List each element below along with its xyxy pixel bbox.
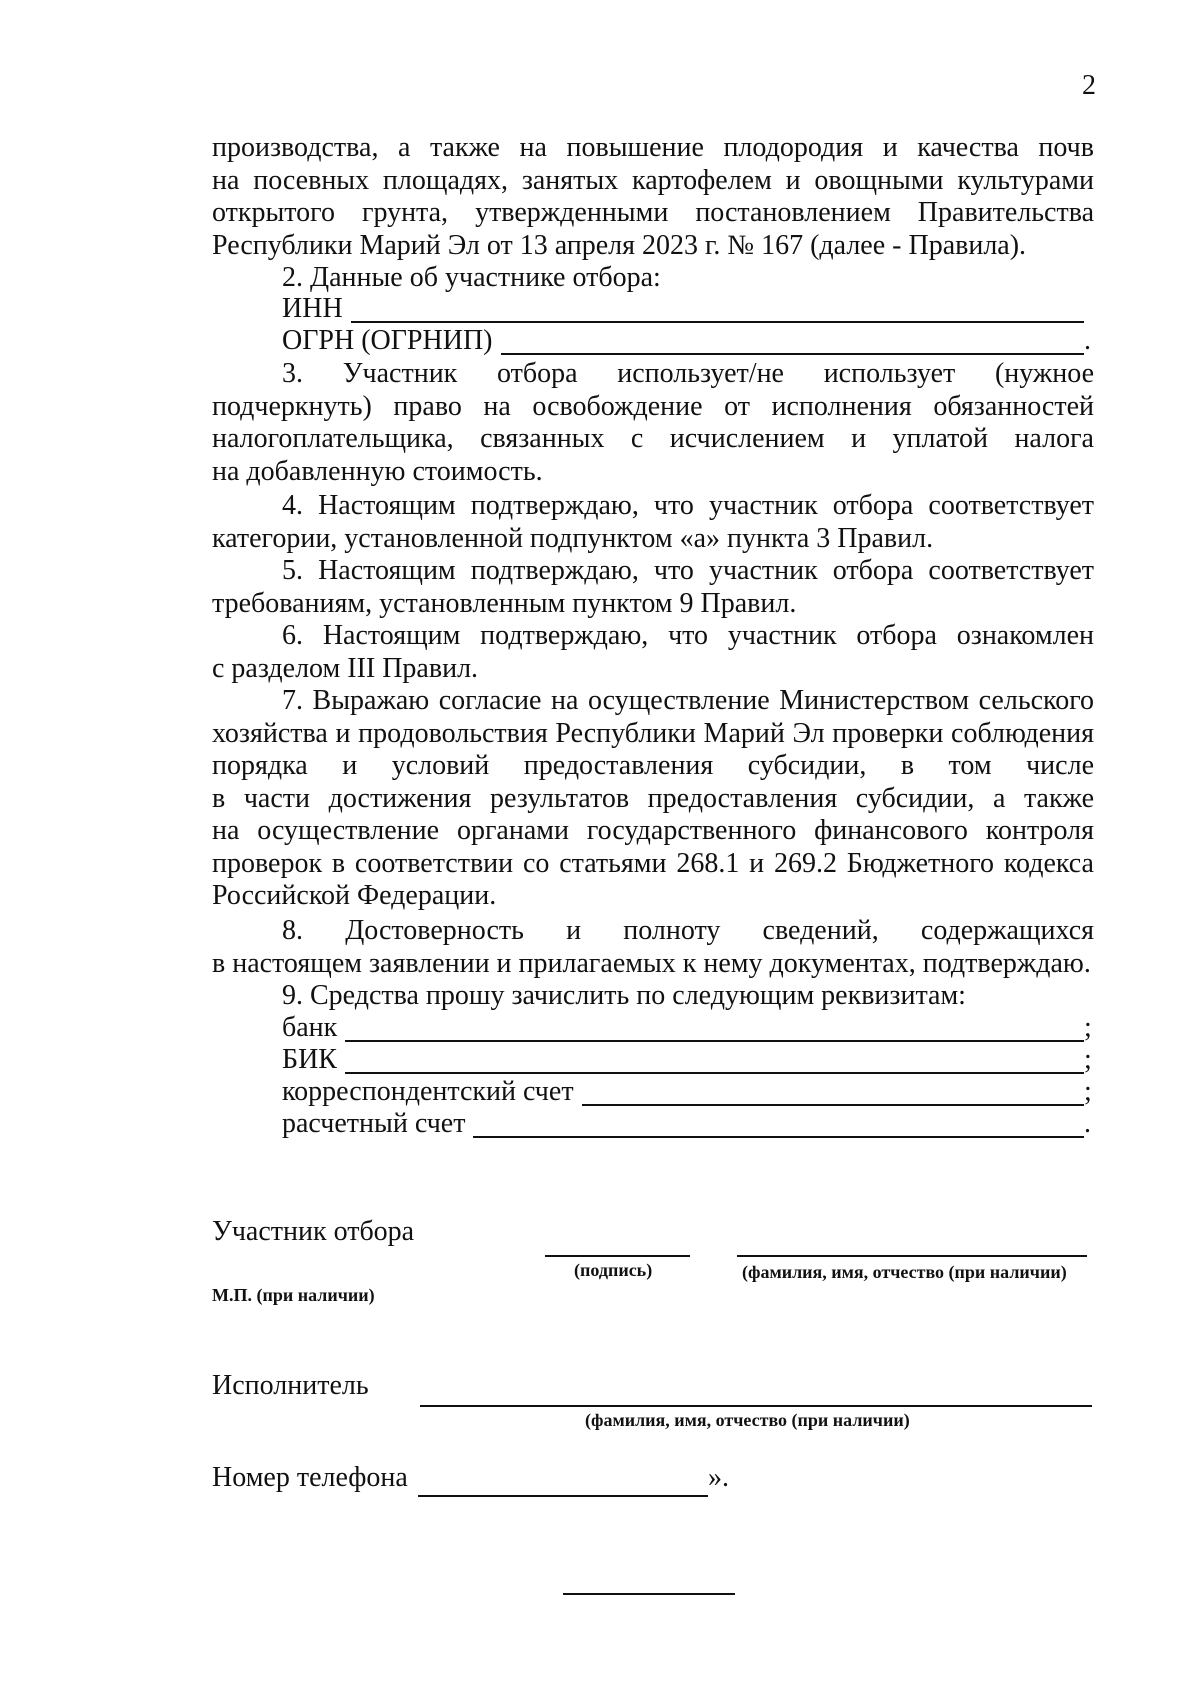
phone-line[interactable] [418, 1495, 708, 1497]
item-5-paragraph [212, 555, 1094, 620]
item-3-paragraph [212, 358, 1094, 488]
item-9-title-block [212, 980, 1094, 1013]
end-divider [563, 1593, 735, 1595]
settlement-account-underline[interactable] [473, 1112, 1084, 1138]
settlement-account-end: . [1084, 1108, 1091, 1139]
corr-account-end: ; [1084, 1076, 1092, 1107]
ogrn-label: ОГРН (ОГРНИП) [282, 325, 493, 356]
executor-label: Исполнитель [212, 1370, 369, 1401]
bik-field[interactable] [282, 1044, 1094, 1076]
text-line: хозяйства и продовольствия Республики Марий Эл проверки соблюдения [212, 717, 1094, 749]
corr-account-underline[interactable] [582, 1080, 1084, 1106]
text-line: на добавленную стоимость. [212, 455, 543, 487]
corr-account-label: корреспондентский счет [282, 1076, 574, 1107]
text-line: Республики Марий Эл от 13 апреля 2023 г. № 167 (далее - Правила). [212, 229, 1027, 261]
ogrn-underline[interactable] [501, 329, 1085, 355]
text-line: производства, а также на повышение плодородия и качества почв [212, 132, 1094, 163]
inn-underline[interactable] [351, 297, 1084, 323]
inn-field[interactable] [282, 293, 1094, 325]
text-line: 3. Участник отбора использует/не использует (нужное [282, 358, 1094, 389]
inn-label: ИНН [282, 293, 343, 324]
text-line: открытого грунта, утвержденными постановлением Правительства [212, 197, 1094, 228]
item-9-title: 9. Средства прошу зачислить по следующим реквизитам: [282, 980, 966, 1011]
text-line: категории, установленной подпунктом «а» пункта 3 Правил. [212, 522, 934, 554]
bank-underline[interactable] [345, 1016, 1084, 1042]
text-line: на осуществление органами государственного финансового контроля [212, 815, 1094, 846]
text-line: порядка и условий предоставления субсидии, в том числе [212, 750, 1094, 781]
text-line: 8. Достоверность и полноту сведений, содержащихся [282, 915, 1094, 946]
intro-paragraph [212, 132, 1094, 262]
bank-field[interactable] [282, 1012, 1094, 1044]
text-line: в настоящем заявлении и прилагаемых к нему документах, подтверждаю. [212, 947, 1091, 979]
text-line: проверок в соответствии со статьями 268.1 и 269.2 Бюджетного кодекса [212, 847, 1094, 879]
text-line: Российской Федерации. [212, 880, 497, 911]
phone-end: ». [708, 1462, 729, 1493]
page-number: 2 [1082, 70, 1096, 101]
stamp-caption: М.П. (при наличии) [212, 1285, 375, 1305]
signature-line[interactable] [545, 1255, 690, 1257]
item-7-paragraph [212, 685, 1094, 913]
participant-label: Участник отбора [212, 1216, 415, 1247]
settlement-account-field[interactable] [282, 1108, 1094, 1140]
participant-name-caption: (фамилия, имя, отчество (при наличии) [742, 1262, 1067, 1282]
text-line: 4. Настоящим подтверждаю, что участник отбора соответствует [282, 490, 1094, 521]
text-line: 7. Выражаю согласие на осуществление Министерством сельского [282, 685, 1094, 716]
item-2-title: 2. Данные об участнике отбора: [282, 262, 661, 293]
bank-end: ; [1084, 1012, 1092, 1043]
text-line: в части достижения результатов предоставления субсидии, а также [212, 782, 1094, 814]
ogrn-field[interactable]: ОГРН (ОГРНИП) . [282, 325, 1091, 356]
text-line: на посевных площадях, занятых картофелем и овощными культурами [212, 164, 1094, 196]
item-6-paragraph [212, 620, 1094, 685]
item-2-title-block [212, 262, 1094, 295]
bik-underline[interactable] [345, 1048, 1084, 1074]
bik-label: БИК [282, 1044, 337, 1075]
item-8-paragraph [212, 915, 1094, 980]
text-line: подчеркнуть) право на освобождение от исполнения обязанностей [212, 390, 1094, 422]
settlement-account-label: расчетный счет [282, 1108, 466, 1139]
executor-name-caption: (фамилия, имя, отчество (при наличии) [585, 1410, 910, 1430]
bik-end: ; [1084, 1044, 1092, 1075]
text-line: с разделом III Правил. [212, 652, 479, 684]
phone-label: Номер телефона [212, 1462, 408, 1493]
executor-name-line[interactable] [420, 1405, 1092, 1407]
signature-caption: (подпись) [574, 1260, 653, 1280]
text-line: 6. Настоящим подтверждаю, что участник отбора ознакомлен [282, 620, 1094, 651]
corr-account-field[interactable] [282, 1076, 1094, 1108]
text-line: 5. Настоящим подтверждаю, что участник отбора соответствует [282, 555, 1094, 586]
participant-name-line[interactable] [737, 1255, 1087, 1257]
bank-label: банк [282, 1012, 338, 1043]
item-4-paragraph [212, 490, 1094, 555]
text-line: требованиям, установленным пунктом 9 Правил. [212, 587, 797, 619]
text-line: налогоплательщика, связанных с исчислением и уплатой налога [212, 423, 1094, 454]
